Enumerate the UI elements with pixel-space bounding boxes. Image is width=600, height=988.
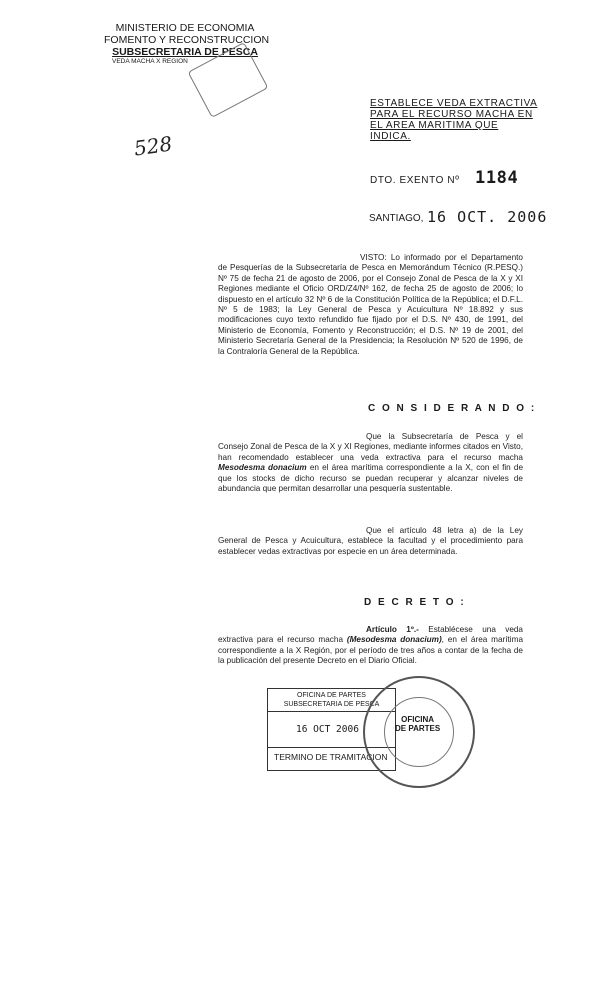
ministry-subname: FOMENTO Y RECONSTRUCCION (104, 34, 270, 46)
article-label: Artículo 1º.- (366, 625, 419, 634)
decree-number-line (370, 168, 519, 188)
species-name: Mesodesma donacium (218, 463, 307, 473)
city: SANTIAGO, (369, 213, 424, 224)
seal-text (395, 715, 440, 733)
seal-line-1: OFICINA (401, 715, 435, 724)
handwritten-number: 528 (132, 131, 174, 161)
file-reference: VEDA MACHA X REGION (112, 58, 188, 65)
visto-paragraph (218, 253, 523, 357)
subsecretaria-name: SUBSECRETARIA DE PESCA (112, 46, 258, 58)
visto-label: VISTO: (360, 253, 387, 262)
place-date-line (369, 208, 548, 226)
considerando-1-text-b: en el área marítima correspondiente a la X, con el fin de que los stocks de dicho recurso se puedan recuperar y alcanzar niveles de abundancia que permitan desarrollar una pesquería sustentable. (218, 463, 524, 494)
considerando-paragraph-1 (218, 432, 523, 494)
decreto-heading: D E C R E T O : (364, 597, 466, 608)
visto-text: Lo informado por el Departamento de Pesquerías de la Subsecretaría de Pesca en Memorándum Técnico (R.PESQ.) Nº 75 de fecha 21 de agosto de 2006, por el Consejo Zonal de Pesca de la X y XI Regiones mediante el Oficio ORD/Z4/Nº 162, de fecha 25 de agosto de 2006; lo dispuesto en el artículo 32 Nº 6 de la Constitución Política de la República; el D.F.L. Nº 5 de 1983; la Ley General de Pesca y Acuicultura Nº 18.892 y sus modificaciones cuyo texto refundido fue fijado por el D.S. Nº 430, de 1991, del Ministerio de Economía, Fomento y Reconstrucción; el D.S. Nº 19 de 2001, del Ministerio Secretaría General de la Presidencia; la Resolución Nº 520 de 1996, de la Contraloría General de la República. (218, 253, 523, 356)
stamp-date: 16 OCT 2006 (296, 724, 359, 735)
decree-label: DTO. EXENTO Nº (370, 175, 460, 186)
decree-number: 1184 (475, 168, 519, 188)
stamp-subsecretaria: SUBSECRETARIA DE PESCA (283, 701, 380, 708)
article-text-b: , en el área marítima correspondiente a la X Región, por el período de tres años a contar de la fecha de la publicación del presente Decreto en el Diario Oficial. (218, 635, 523, 666)
article-species: (Mesodesma donacium) (346, 635, 442, 645)
article-1-paragraph (218, 625, 523, 667)
decree-date: 16 OCT. 2006 (427, 208, 548, 226)
stamp-termino: TERMINO DE TRAMITACION (274, 752, 388, 762)
stamp-office: OFICINA DE PARTES (297, 692, 366, 699)
article-text-a: Establécese una veda extractiva para el recurso macha (218, 625, 523, 645)
ministry-name: MINISTERIO DE ECONOMIA (115, 22, 255, 34)
considerando-paragraph-2: Que el artículo 48 letra a) de la Ley General de Pesca y Acuicultura, establece la facultad y el procedimiento para establecer vedas extractivas por especie en un área determinada. (218, 526, 523, 556)
decree-subject: ESTABLECE VEDA EXTRACTIVA PARA EL RECURSO MACHA EN EL AREA MARITIMA QUE INDICA. (370, 98, 538, 142)
seal-line-2: DE PARTES (395, 724, 441, 733)
considerando-1-text-a: Que la Subsecretaría de Pesca y el Consejo Zonal de Pesca de la X y XI Regiones, mediante informes citados en Visto, han recomendado establecer una veda extractiva para el recurso macha (218, 432, 523, 462)
considerando-heading: C O N S I D E R A N D O : (368, 403, 537, 414)
